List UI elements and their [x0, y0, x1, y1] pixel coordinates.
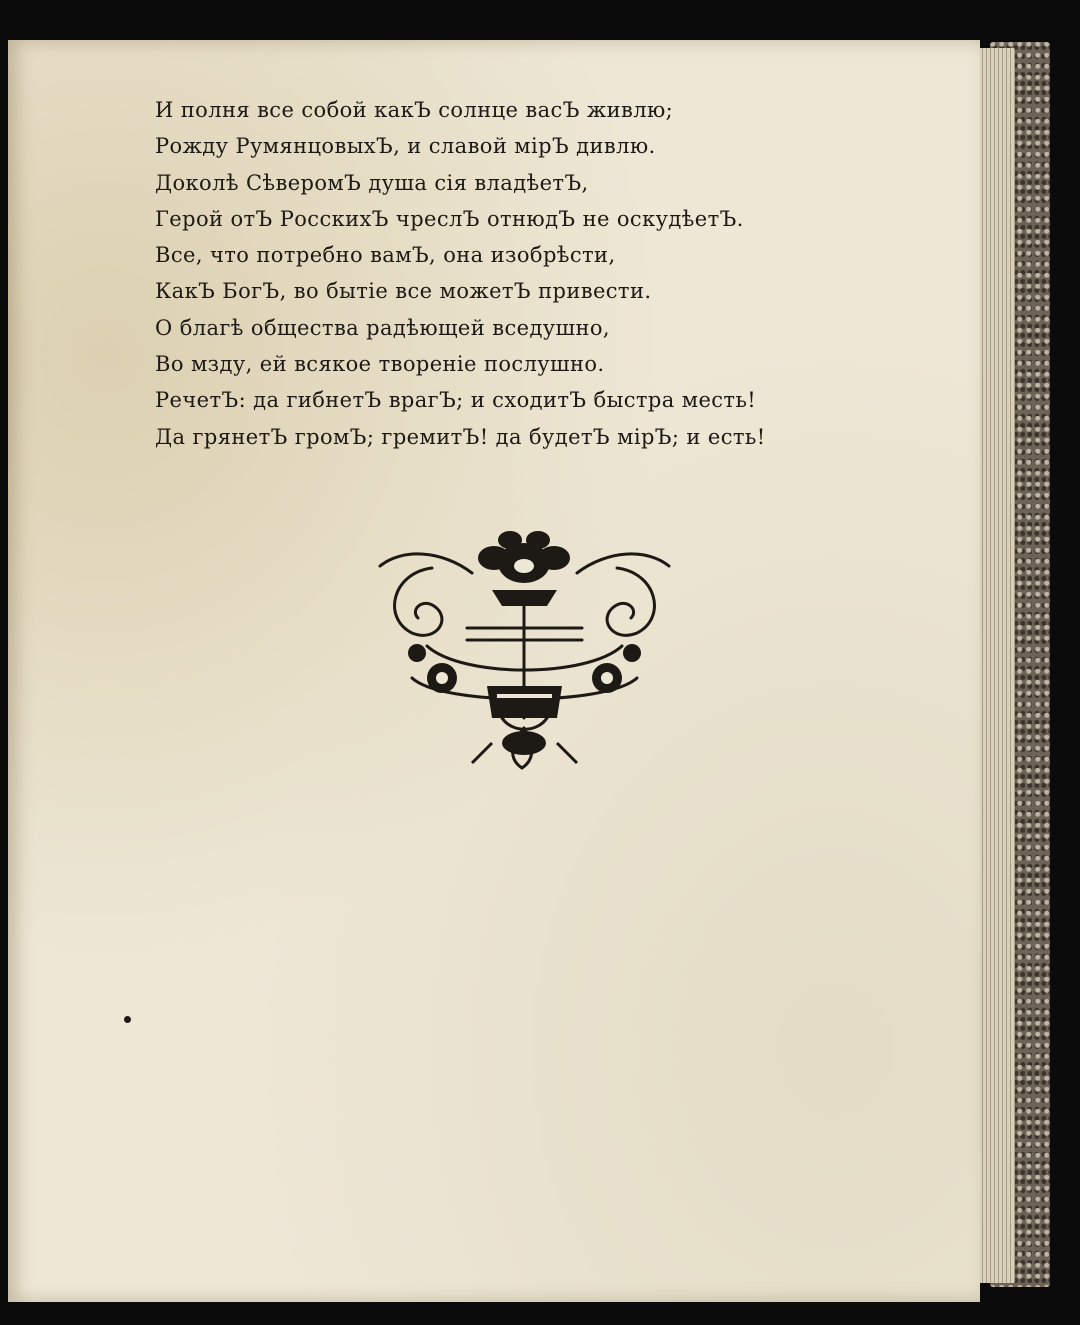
poem-line: Герой отЪ РосскихЪ чреслЪ отнюдЪ не оскудѣетЪ.	[155, 206, 744, 231]
poem-line: И полня все собой какЪ солнце васЪ живлю;	[155, 98, 674, 122]
poem-line: Да грянетЪ громЪ; гремитЪ! да будетЪ мiрЪ; и есть!	[155, 424, 766, 449]
ink-spot	[124, 1016, 131, 1023]
poem-line: Во мзду, ей всякое творенiе послушно.	[155, 352, 605, 377]
poem-line: О благѣ общества радѣющей вседушно,	[155, 315, 610, 340]
poem-line: Доколѣ СѣверомЪ душа сiя владѣетЪ,	[155, 170, 589, 195]
poem-line: Рожду РумянцовыхЪ, и славой мiрЪ дивлю.	[155, 134, 656, 159]
poem-line: РечетЪ: да гибнетЪ врагЪ; и сходитЪ быстра месть!	[155, 388, 757, 413]
floral-vignette-icon	[372, 528, 677, 778]
poem-line: Все, что потребно вамЪ, она изобрѣсти,	[155, 243, 616, 268]
poem-text	[155, 92, 915, 455]
poem-line: КакЪ БогЪ, во бытiе все можетЪ привести.	[155, 279, 652, 304]
